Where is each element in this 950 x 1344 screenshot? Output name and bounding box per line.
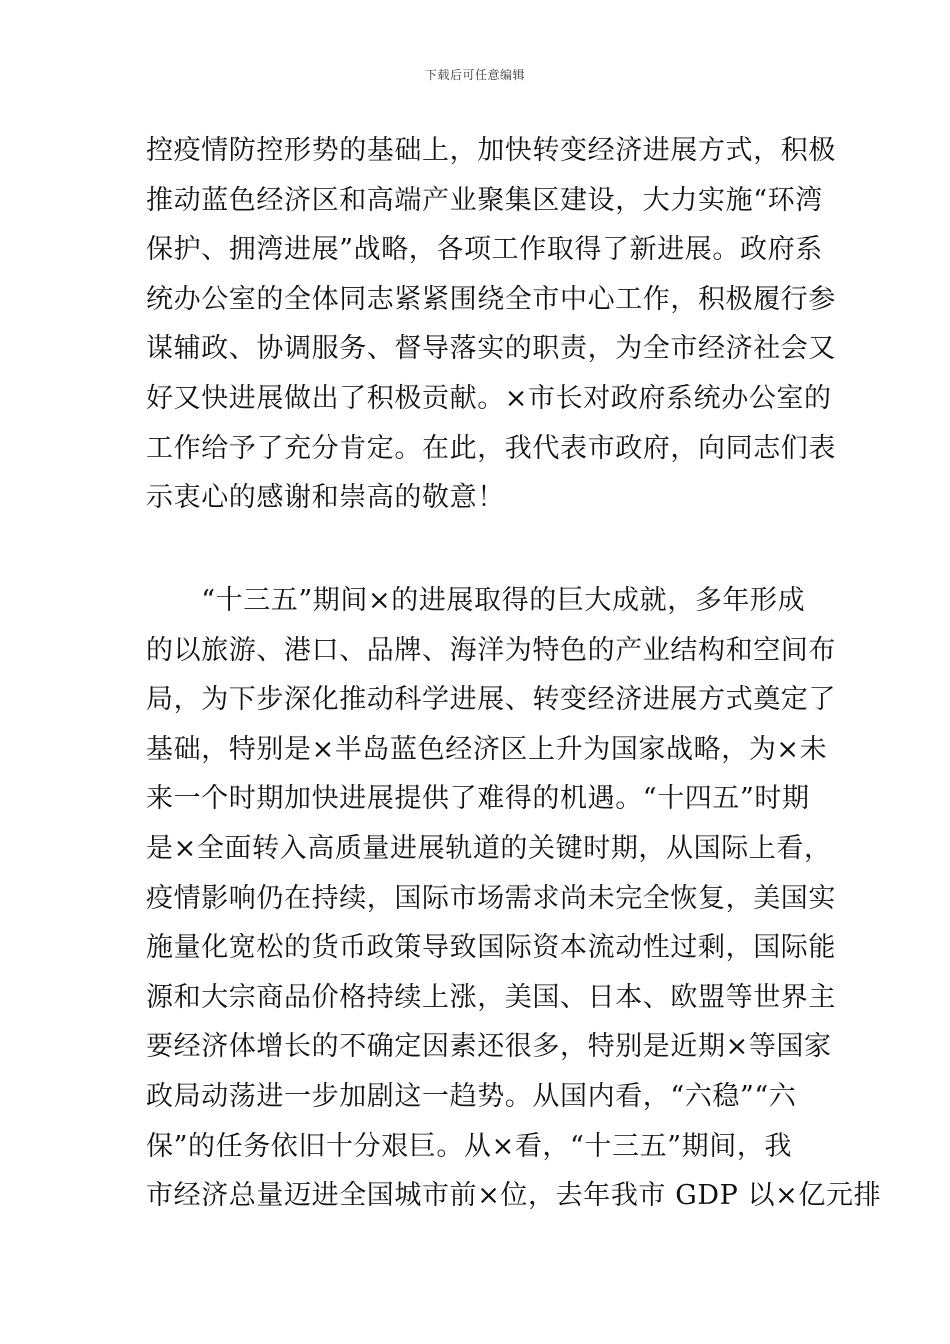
text-line: 谋辅政、协调服务、督导落实的职责，为全市经济社会又: [146, 333, 836, 365]
text-line: 保护、拥湾进展”战略，各项工作取得了新进展。政府系: [146, 234, 823, 266]
text-line: 的以旅游、港口、品牌、海洋为特色的产业结构和空间布: [146, 634, 836, 666]
paragraph-1: [146, 126, 836, 523]
text-line: 好又快进展做出了积极贡献。×市长对政府系统办公室的: [146, 382, 832, 414]
text-line: 控疫情防控形势的基础上，加快转变经济进展方式，积极: [146, 135, 836, 166]
text-line: 疫情影响仍在持续，国际市场需求尚未完全恢复，美国实: [146, 882, 836, 914]
text-line: 源和大宗商品价格持续上涨，美国、日本、欧盟等世界主: [146, 981, 836, 1013]
paragraph-2: [146, 576, 882, 1221]
text-line: 局，为下步深化推动科学进展、转变经济进展方式奠定了: [146, 684, 836, 716]
text-line: 统办公室的全体同志紧紧围绕全市中心工作，积极履行参: [146, 283, 836, 315]
text-line: 市经济总量迈进全国城市前×位，去年我市 GDP 以×亿元排: [146, 1180, 882, 1212]
text-line: “十三五”期间×的进展取得的巨大成就，多年形成: [146, 585, 806, 616]
text-line: 保”的任务依旧十分艰巨。从×看，“十三五”期间，我: [146, 1130, 793, 1162]
text-line: 基础，特别是×半岛蓝色经济区上升为国家战略，为×未: [146, 733, 828, 765]
text-line: 工作给予了充分肯定。在此，我代表市政府，向同志们表: [146, 432, 836, 464]
text-line: 政局动荡进一步加剧这一趋势。从国内看，“六稳”“六: [146, 1080, 797, 1112]
page-header: 下载后可任意编辑: [424, 68, 525, 82]
text-line: 推动蓝色经济区和高端产业聚集区建设，大力实施“环湾: [146, 184, 823, 216]
text-line: 来一个时期加快进展提供了难得的机遇。“十四五”时期: [146, 783, 810, 815]
text-line: 是×全面转入高质量进展轨道的关键时期，从国际上看，: [146, 832, 832, 864]
text-line: 示衷心的感谢和崇高的敬意！: [146, 482, 505, 514]
text-line: 要经济体增长的不确定因素还很多，特别是近期×等国家: [146, 1031, 832, 1063]
text-line: 施量化宽松的货币政策导致国际资本流动性过剩，国际能: [146, 932, 836, 964]
